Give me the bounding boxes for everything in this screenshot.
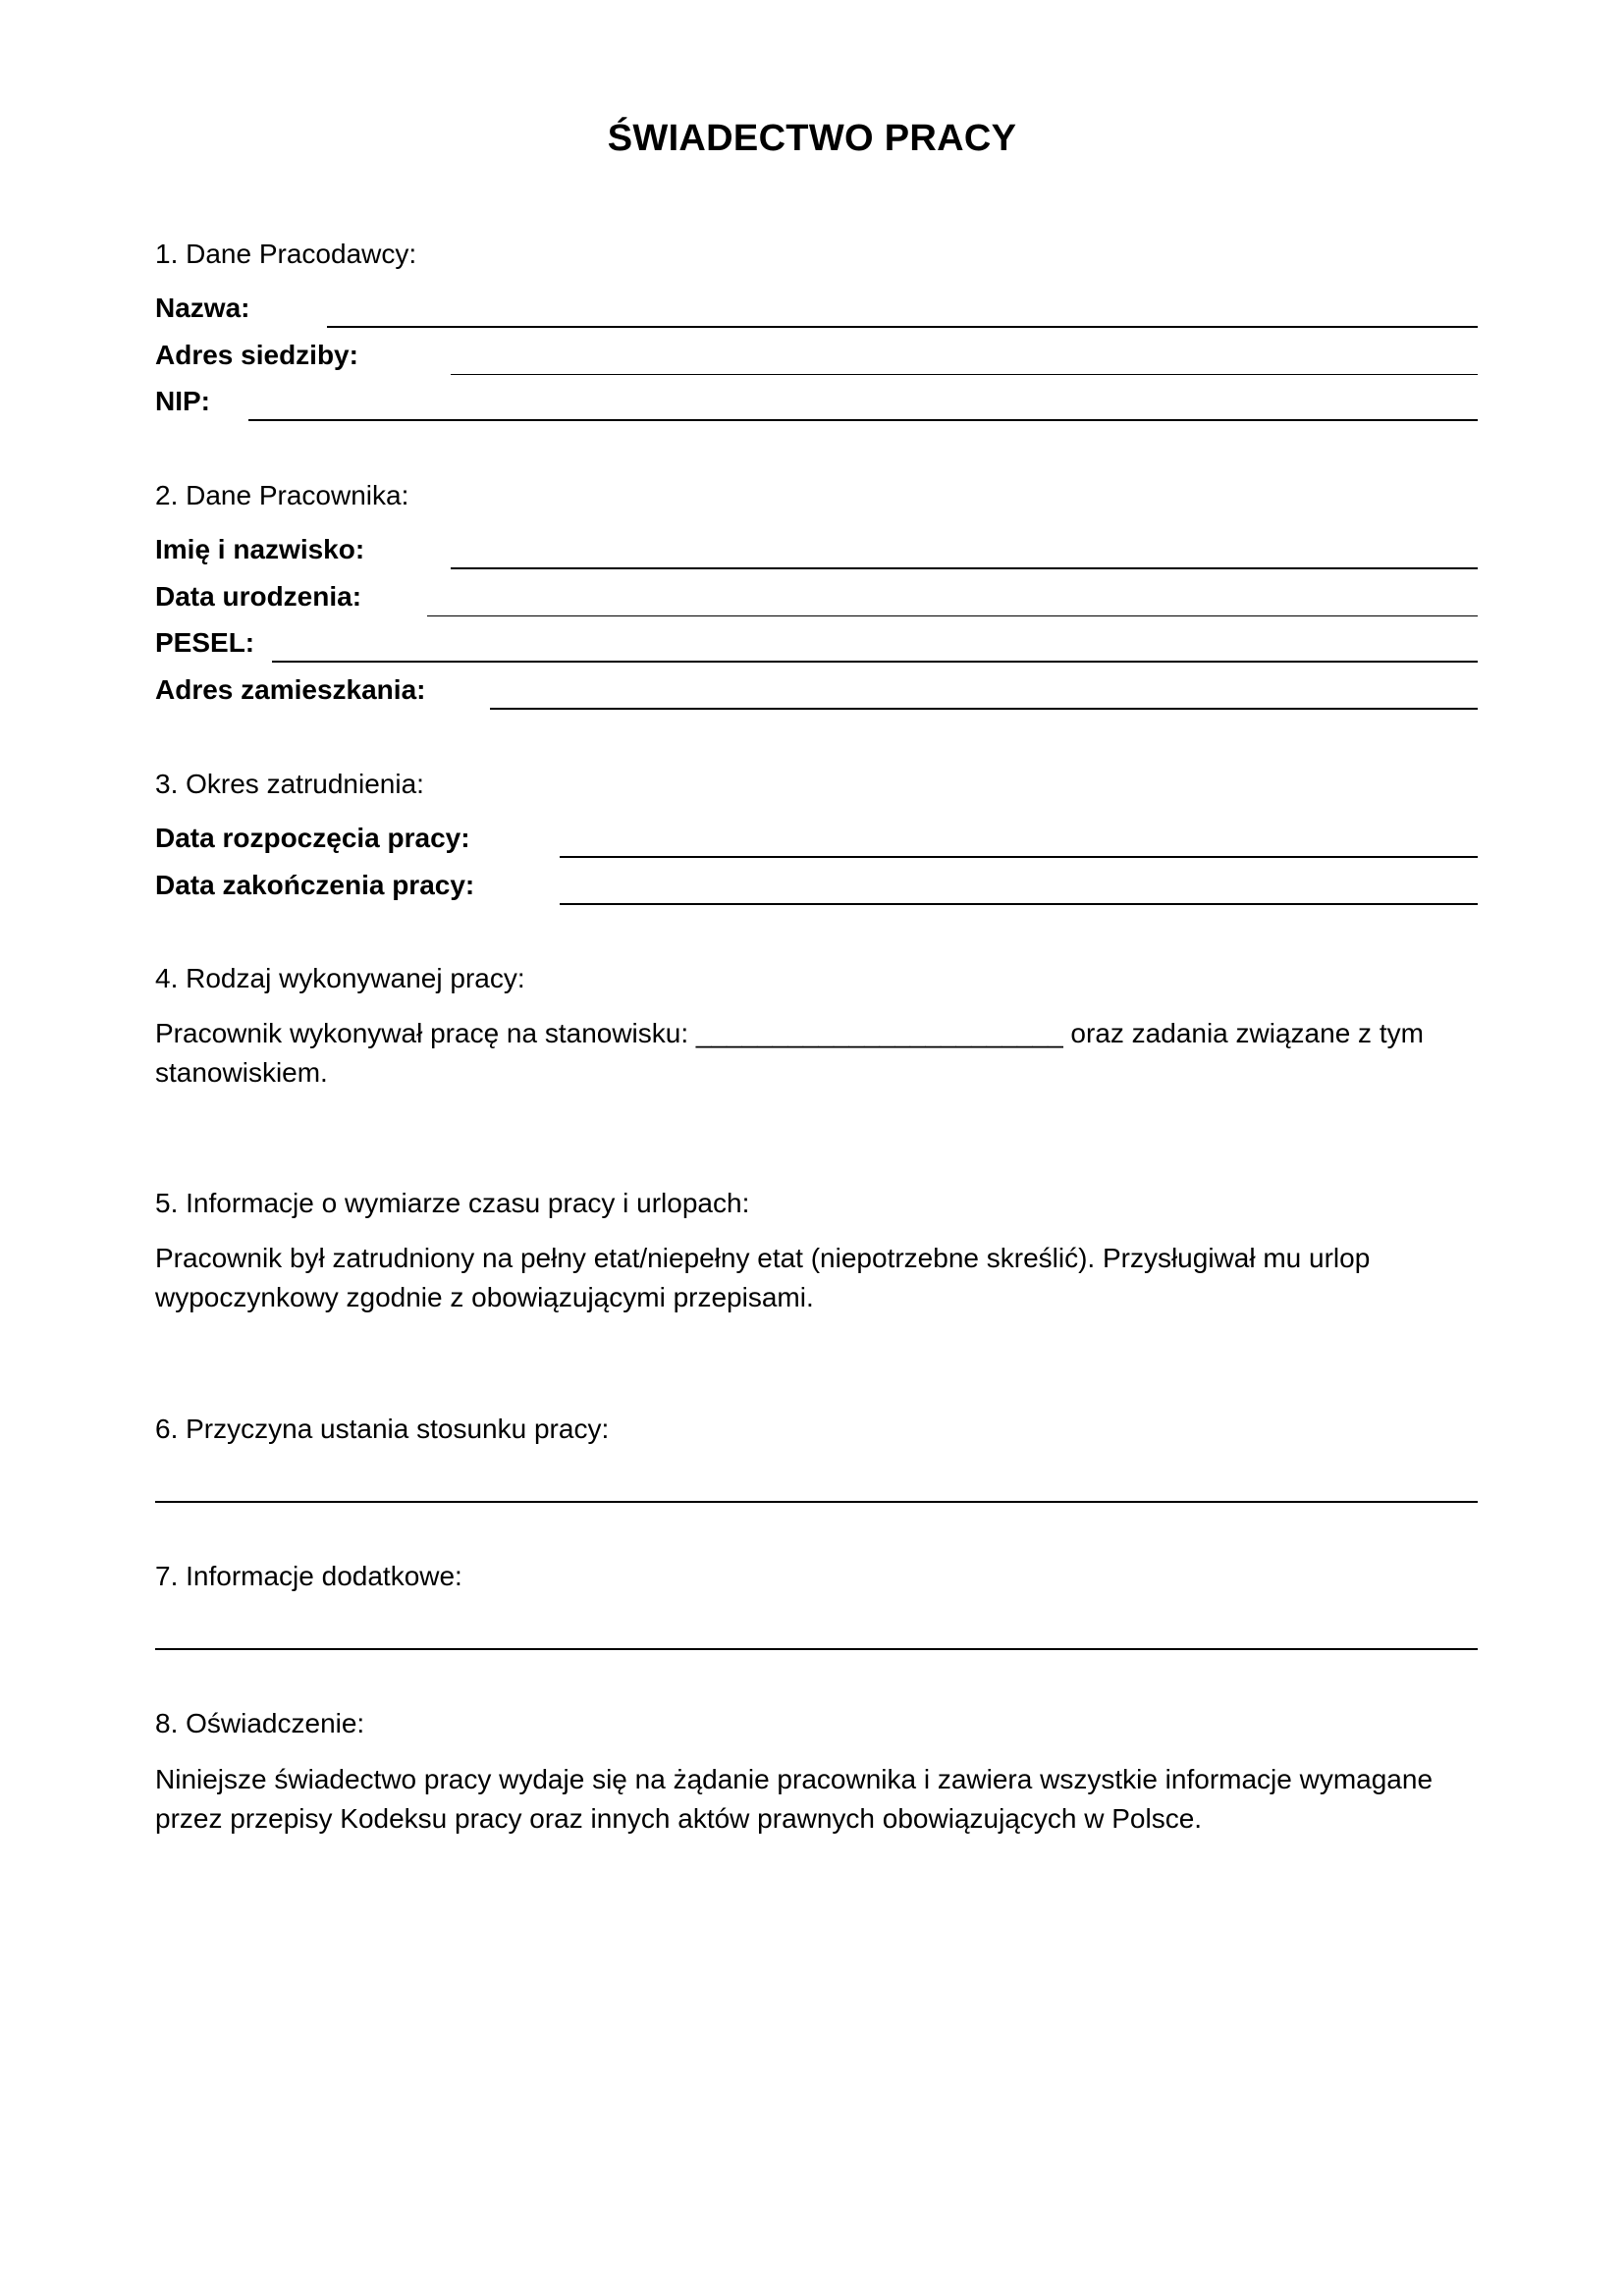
employee-birthdate-input-line[interactable] xyxy=(427,615,1478,616)
end-date-field xyxy=(155,866,1478,905)
employer-address-label: Adres siedziby: xyxy=(155,340,358,370)
employee-address-field xyxy=(155,670,1478,710)
employee-pesel-input-line[interactable] xyxy=(272,661,1478,663)
employee-address-input-line[interactable] xyxy=(490,708,1478,710)
section-heading-work-type: 4. Rodzaj wykonywanej pracy: xyxy=(155,963,525,993)
working-time-paragraph: Pracownik był zatrudniony na pełny etat/niepełny etat (niepotrzebne skreślić). Przysługiwał mu urlop wypoczynkowy zgodnie z obowiązującymi przepisami. xyxy=(155,1243,1371,1312)
employee-fullname-field xyxy=(155,530,1478,569)
employer-name-field xyxy=(155,289,1478,328)
section-heading-additional: 7. Informacje dodatkowe: xyxy=(155,1561,462,1591)
employee-birthdate-label: Data urodzenia: xyxy=(155,581,362,612)
employee-fullname-input-line[interactable] xyxy=(451,567,1478,569)
employee-pesel-field xyxy=(155,623,1478,663)
statement-paragraph: Niniejsze świadectwo pracy wydaje się na żądanie pracownika i zawiera wszystkie informacje wymagane przez przepisy Kodeksu pracy oraz innych aktów prawnych obowiązujących w Polsce. xyxy=(155,1764,1434,1834)
employer-name-label: Nazwa: xyxy=(155,293,250,323)
section-heading-statement: 8. Oświadczenie: xyxy=(155,1708,365,1738)
work-type-paragraph: Pracownik wykonywał pracę na stanowisku: ________________________ oraz zadania związane z tym stanowiskiem. xyxy=(155,1018,1424,1088)
section-heading-working-time: 5. Informacje o wymiarze czasu pracy i urlopach: xyxy=(155,1188,750,1218)
employer-name-input-line[interactable] xyxy=(327,326,1478,328)
page-title: ŚWIADECTWO PRACY xyxy=(607,118,1017,159)
end-date-input-line[interactable] xyxy=(560,903,1478,905)
employee-address-label: Adres zamieszkania: xyxy=(155,674,426,705)
start-date-input-line[interactable] xyxy=(560,856,1478,858)
additional-info-input-line[interactable] xyxy=(155,1648,1478,1650)
employer-address-field xyxy=(155,336,1478,375)
employer-nip-input-line[interactable] xyxy=(248,419,1478,421)
section-heading-employer: 1. Dane Pracodawcy: xyxy=(155,239,417,269)
termination-reason-input-line[interactable] xyxy=(155,1501,1478,1503)
section-heading-period: 3. Okres zatrudnienia: xyxy=(155,769,424,799)
section-heading-termination: 6. Przyczyna ustania stosunku pracy: xyxy=(155,1414,610,1444)
employee-fullname-label: Imię i nazwisko: xyxy=(155,534,365,564)
end-date-label: Data zakończenia pracy: xyxy=(155,870,475,900)
employee-birthdate-field xyxy=(155,577,1478,616)
employer-nip-label: NIP: xyxy=(155,386,210,416)
employer-nip-field xyxy=(155,382,1478,421)
start-date-field xyxy=(155,819,1478,858)
employee-pesel-label: PESEL: xyxy=(155,627,255,658)
section-heading-employee: 2. Dane Pracownika: xyxy=(155,480,409,510)
start-date-label: Data rozpoczęcia pracy: xyxy=(155,823,470,853)
employer-address-input-line[interactable] xyxy=(451,374,1478,375)
